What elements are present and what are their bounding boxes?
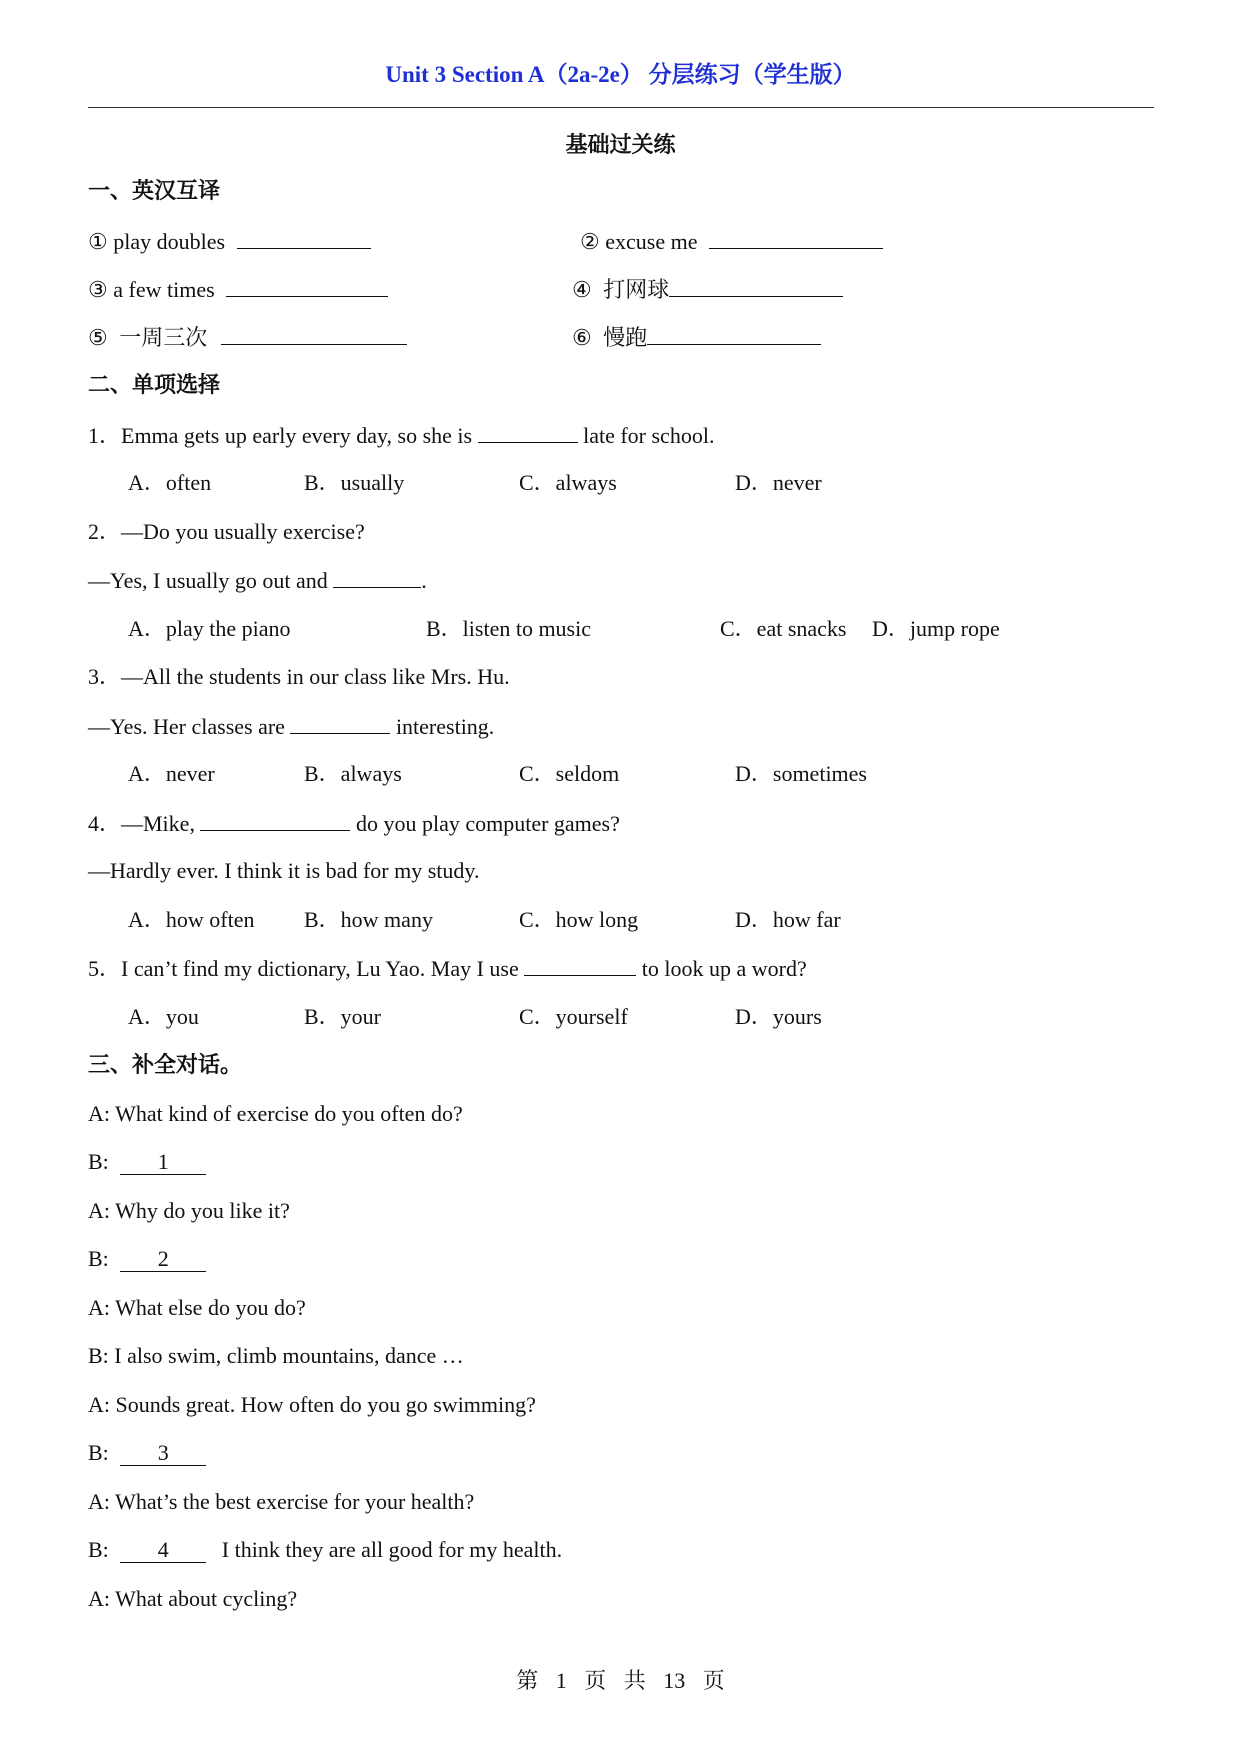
translation-item-4 [572, 274, 843, 305]
dialogue-line-10: B: 4 I think they are all good for my health. [88, 1537, 563, 1562]
section-title-translation: 一、英汉互译 [88, 178, 221, 203]
page-footer: 第 1 页 共 13 页 [516, 1668, 725, 1693]
q5-option-c[interactable]: C．yourself [519, 1004, 628, 1029]
page-header-title: Unit 3 Section A（2a-2e） 分层练习（学生版） [385, 62, 856, 87]
dialogue-line-1: A: What kind of exercise do you often do? [88, 1101, 463, 1126]
dialogue-line-9: A: What’s the best exercise for your health? [88, 1489, 475, 1514]
question-5-stem: 5．I can’t find my dictionary, Lu Yao. May I use to look up a word? [88, 953, 807, 984]
section-title-dialogue: 三、补全对话。 [88, 1052, 243, 1077]
dialogue-line-4: B: 2 [88, 1244, 206, 1274]
dialogue-line-3: A: Why do you like it? [88, 1198, 290, 1223]
level-title: 基础过关练 [565, 132, 676, 157]
item-number: ⑤ [88, 325, 108, 350]
question-4-stem: 4．—Mike, do you play computer games? [88, 808, 620, 839]
q1-option-c[interactable]: C．always [519, 470, 617, 495]
question-1-stem: 1．Emma gets up early every day, so she is late for school. [88, 420, 714, 451]
answer-blank[interactable] [200, 808, 350, 831]
q2-option-d[interactable]: D．jump rope [872, 616, 1000, 641]
q4-option-b[interactable]: B．how many [304, 907, 433, 932]
answer-blank[interactable] [237, 226, 371, 249]
q1-option-a[interactable]: A．often [128, 470, 212, 495]
item-text: play doubles [113, 229, 226, 254]
question-3-stem: 3．—All the students in our class like Mrs. Hu. [88, 664, 510, 689]
question-3-reply: —Yes. Her classes are interesting. [88, 711, 494, 742]
section-title-choice: 二、单项选择 [88, 372, 221, 397]
answer-blank[interactable] [290, 711, 390, 734]
dialogue-line-11: A: What about cycling? [88, 1586, 298, 1611]
answer-blank[interactable] [647, 322, 821, 345]
item-text: 慢跑 [603, 325, 648, 350]
question-2-stem: 2．—Do you usually exercise? [88, 519, 365, 544]
item-number: ③ [88, 277, 108, 302]
translation-item-2 [580, 226, 883, 257]
item-text: 一周三次 [119, 325, 208, 350]
dialogue-line-8: B: 3 [88, 1438, 206, 1468]
header-divider [88, 107, 1154, 108]
answer-blank[interactable] [221, 322, 407, 345]
answer-blank[interactable] [669, 274, 843, 297]
dialogue-line-2: B: 1 [88, 1147, 206, 1177]
dialogue-blank-3[interactable]: 3 [120, 1441, 206, 1466]
question-2-reply: —Yes, I usually go out and . [88, 565, 427, 596]
answer-blank[interactable] [226, 274, 388, 297]
q5-option-a[interactable]: A．you [128, 1004, 199, 1029]
item-text: 打网球 [603, 277, 670, 302]
dialogue-line-7: A: Sounds great. How often do you go swimming? [88, 1392, 536, 1417]
item-number: ④ [572, 277, 592, 302]
q2-option-b[interactable]: B．listen to music [426, 616, 592, 641]
answer-blank[interactable] [709, 226, 883, 249]
q1-option-b[interactable]: B．usually [304, 470, 405, 495]
q2-option-c[interactable]: C．eat snacks [720, 616, 847, 641]
translation-item-6 [572, 322, 821, 353]
q3-option-a[interactable]: A．never [128, 761, 215, 786]
q3-option-b[interactable]: B．always [304, 761, 402, 786]
translation-item-1 [88, 226, 371, 257]
dialogue-line-5: A: What else do you do? [88, 1295, 306, 1320]
item-number: ② [580, 229, 600, 254]
question-4-reply: —Hardly ever. I think it is bad for my study. [88, 858, 480, 883]
q3-option-c[interactable]: C．seldom [519, 761, 620, 786]
current-page-number: 1 [555, 1668, 567, 1693]
dialogue-blank-2[interactable]: 2 [120, 1247, 206, 1272]
q4-option-a[interactable]: A．how often [128, 907, 255, 932]
translation-item-3 [88, 274, 388, 305]
item-number: ⑥ [572, 325, 592, 350]
dialogue-blank-4[interactable]: 4 [120, 1538, 206, 1563]
item-text: a few times [113, 277, 215, 302]
item-number: ① [88, 229, 108, 254]
q4-option-d[interactable]: D．how far [735, 907, 841, 932]
q3-option-d[interactable]: D．sometimes [735, 761, 867, 786]
answer-blank[interactable] [478, 420, 578, 443]
answer-blank[interactable] [333, 565, 421, 588]
answer-blank[interactable] [524, 953, 636, 976]
dialogue-blank-1[interactable]: 1 [120, 1150, 206, 1175]
q5-option-d[interactable]: D．yours [735, 1004, 822, 1029]
total-page-count: 13 [663, 1668, 686, 1693]
translation-item-5 [88, 322, 407, 353]
item-text: excuse me [605, 229, 698, 254]
q4-option-c[interactable]: C．how long [519, 907, 639, 932]
dialogue-line-6: B: I also swim, climb mountains, dance … [88, 1343, 464, 1368]
q1-option-d[interactable]: D．never [735, 470, 822, 495]
q2-option-a[interactable]: A．play the piano [128, 616, 291, 641]
q5-option-b[interactable]: B．your [304, 1004, 382, 1029]
